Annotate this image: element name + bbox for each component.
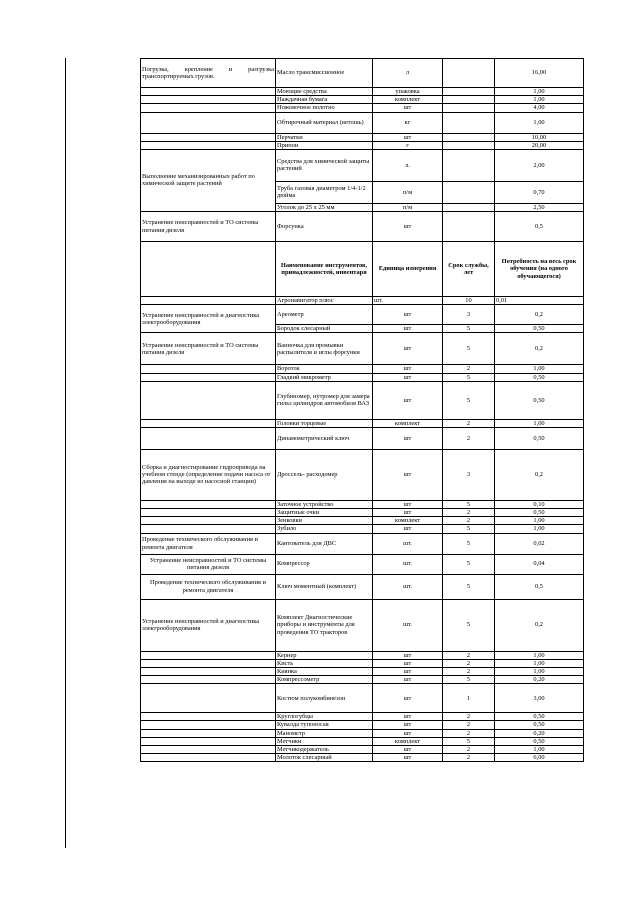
item-name-cell: Зубило bbox=[276, 525, 373, 533]
activity-cell: Сборка и диагностирование гидропривода на учебном стенде (определение подачи насоса от давления на выходе из насосной станции) bbox=[141, 449, 276, 500]
requirement-cell: 0,01 bbox=[495, 297, 584, 305]
unit-cell: шт bbox=[373, 381, 443, 419]
requirement-cell: 0,5 bbox=[495, 212, 584, 242]
requirement-cell: 0,2 bbox=[495, 305, 584, 325]
requirement-cell: 0,50 bbox=[495, 721, 584, 729]
activity-cell bbox=[141, 659, 276, 667]
table-row bbox=[141, 88, 584, 96]
item-name-cell: Молоток слесарный bbox=[276, 754, 373, 762]
unit-cell: шт. bbox=[373, 297, 443, 305]
service-life-cell bbox=[443, 203, 495, 211]
header-srok: Срок службы, лет bbox=[443, 242, 495, 297]
unit-cell: шт bbox=[373, 104, 443, 112]
table-row bbox=[141, 381, 584, 419]
item-name-cell: Наждачная бумага bbox=[276, 96, 373, 104]
table-row bbox=[141, 96, 584, 104]
table-row bbox=[141, 676, 584, 684]
unit-cell: л. bbox=[373, 149, 443, 181]
activity-cell bbox=[141, 297, 276, 305]
activity-cell: Выполнение механизированных работ по химической защите растений bbox=[141, 149, 276, 211]
item-name-cell: Ванночка для промывки распылителя и иглы форсунки bbox=[276, 333, 373, 365]
table-row bbox=[141, 509, 584, 517]
service-life-cell: 1 bbox=[443, 684, 495, 713]
unit-cell: шт bbox=[373, 449, 443, 500]
service-life-cell: 5 bbox=[443, 525, 495, 533]
service-life-cell: 2 bbox=[443, 517, 495, 525]
table-row bbox=[141, 729, 584, 737]
requirement-cell: 6,00 bbox=[495, 754, 584, 762]
table-row bbox=[141, 419, 584, 427]
service-life-cell: 2 bbox=[443, 365, 495, 373]
unit-cell: упаковка bbox=[373, 88, 443, 96]
header-unit: Единица измерения bbox=[373, 242, 443, 297]
activity-cell: Устранение неисправностей и ТО системы питания дизеля bbox=[141, 333, 276, 365]
item-name-cell: Труба газовая диаметром 1/4-1/2 дюйма bbox=[276, 181, 373, 203]
item-name-cell: Костюм полукомбинезон bbox=[276, 684, 373, 713]
table-row bbox=[141, 667, 584, 675]
activity-cell bbox=[141, 509, 276, 517]
unit-cell: шт bbox=[373, 305, 443, 325]
requirement-cell: 4,00 bbox=[495, 104, 584, 112]
item-name-cell: Ключ моментный (комплект) bbox=[276, 574, 373, 599]
unit-cell: комплект bbox=[373, 517, 443, 525]
activity-cell: Проведение технического обслуживания и ремонта двигателя bbox=[141, 533, 276, 554]
item-name-cell: Кантователь для ДВС bbox=[276, 533, 373, 554]
table-row bbox=[141, 242, 584, 297]
page-margin-line bbox=[65, 58, 66, 848]
item-name-cell: Масло трансмиссионное bbox=[276, 59, 373, 88]
activity-cell bbox=[141, 373, 276, 381]
service-life-cell: 2 bbox=[443, 659, 495, 667]
requirement-cell: 20,00 bbox=[495, 141, 584, 149]
unit-cell: л bbox=[373, 59, 443, 88]
requirement-cell: 1,00 bbox=[495, 667, 584, 675]
requirement-cell: 0,20 bbox=[495, 676, 584, 684]
table-row bbox=[141, 651, 584, 659]
requirement-cell: 1,00 bbox=[495, 96, 584, 104]
activity-cell bbox=[141, 104, 276, 112]
service-life-cell bbox=[443, 181, 495, 203]
item-name-cell: Перчатки bbox=[276, 133, 373, 141]
item-name-cell: Круглогубцы bbox=[276, 713, 373, 721]
requirement-cell: 0,50 bbox=[495, 373, 584, 381]
requirement-cell: 1,00 bbox=[495, 88, 584, 96]
activity-cell: Погрузка, крепление и разгрузка транспортируемых грузов. bbox=[141, 59, 276, 88]
requirement-cell: 2,00 bbox=[495, 149, 584, 181]
service-life-cell: 2 bbox=[443, 745, 495, 753]
item-name-cell: Уголок до 25 х 25 мм bbox=[276, 203, 373, 211]
table-row bbox=[141, 713, 584, 721]
activity-cell bbox=[141, 141, 276, 149]
requirement-cell: 0,50 bbox=[495, 325, 584, 333]
table-row bbox=[141, 373, 584, 381]
item-name-cell: Динамометрический ключ bbox=[276, 427, 373, 449]
activity-cell bbox=[141, 88, 276, 96]
unit-cell: шт bbox=[373, 667, 443, 675]
item-name-cell: Глубиномер, нутромер для замера гильз цилиндров автомобиля ВАЗ bbox=[276, 381, 373, 419]
requirement-cell: 1,00 bbox=[495, 365, 584, 373]
unit-cell: шт bbox=[373, 509, 443, 517]
unit-cell: шт bbox=[373, 713, 443, 721]
unit-cell: шт bbox=[373, 729, 443, 737]
service-life-cell bbox=[443, 133, 495, 141]
requirement-cell: 0,04 bbox=[495, 554, 584, 574]
header-name: Наименование инструментов, принадлежностей, инвентаря bbox=[276, 242, 373, 297]
activity-cell bbox=[141, 713, 276, 721]
activity-cell bbox=[141, 721, 276, 729]
table-row bbox=[141, 574, 584, 599]
requirement-cell: 0,20 bbox=[495, 729, 584, 737]
activity-cell bbox=[141, 133, 276, 141]
activity-cell bbox=[141, 667, 276, 675]
service-life-cell bbox=[443, 59, 495, 88]
unit-cell: шт. bbox=[373, 554, 443, 574]
unit-cell: шт bbox=[373, 500, 443, 508]
item-name-cell: Обтирочный материал (ветошь) bbox=[276, 112, 373, 133]
service-life-cell: 2 bbox=[443, 721, 495, 729]
unit-cell: п/м bbox=[373, 203, 443, 211]
service-life-cell: 5 bbox=[443, 737, 495, 745]
table-row bbox=[141, 365, 584, 373]
activity-cell bbox=[141, 737, 276, 745]
activity-cell bbox=[141, 427, 276, 449]
item-name-cell: Манометр bbox=[276, 729, 373, 737]
activity-cell bbox=[141, 729, 276, 737]
table-row bbox=[141, 659, 584, 667]
service-life-cell: 5 bbox=[443, 554, 495, 574]
activity-cell bbox=[141, 684, 276, 713]
activity-cell bbox=[141, 517, 276, 525]
service-life-cell bbox=[443, 149, 495, 181]
table-row bbox=[141, 533, 584, 554]
item-name-cell: Ножовочное полотно bbox=[276, 104, 373, 112]
item-name-cell: Комплект Диагностические приборы и инструменты для проведения ТО тракторов bbox=[276, 599, 373, 651]
activity-cell bbox=[141, 525, 276, 533]
item-name-cell: Метчики bbox=[276, 737, 373, 745]
table-row bbox=[141, 517, 584, 525]
unit-cell: шт. bbox=[373, 533, 443, 554]
unit-cell: шт bbox=[373, 525, 443, 533]
requirement-cell: 1,00 bbox=[495, 419, 584, 427]
service-life-cell: 5 bbox=[443, 333, 495, 365]
requirement-cell: 1,00 bbox=[495, 745, 584, 753]
item-name-cell: Зенковки bbox=[276, 517, 373, 525]
header-need: Потребность на весь срок обучения (на одного обучающегося) bbox=[495, 242, 584, 297]
table-row bbox=[141, 112, 584, 133]
requirement-cell: 0,2 bbox=[495, 333, 584, 365]
table-row bbox=[141, 554, 584, 574]
item-name-cell: Бородок слесарный bbox=[276, 325, 373, 333]
table-row bbox=[141, 745, 584, 753]
unit-cell: шт. bbox=[373, 599, 443, 651]
item-name-cell: Кувалда тупоносая bbox=[276, 721, 373, 729]
unit-cell: шт bbox=[373, 325, 443, 333]
requirement-cell: 1,00 bbox=[495, 659, 584, 667]
item-name-cell: Гладкий микрометр bbox=[276, 373, 373, 381]
item-name-cell: Форсунка bbox=[276, 212, 373, 242]
item-name-cell: Припои bbox=[276, 141, 373, 149]
unit-cell: комплект bbox=[373, 96, 443, 104]
unit-cell: кг bbox=[373, 112, 443, 133]
service-life-cell bbox=[443, 212, 495, 242]
unit-cell: шт bbox=[373, 684, 443, 713]
service-life-cell: 5 bbox=[443, 533, 495, 554]
table-row bbox=[141, 305, 584, 325]
requirement-cell: 0,02 bbox=[495, 533, 584, 554]
table-row bbox=[141, 754, 584, 762]
item-name-cell: Метчикодержатель bbox=[276, 745, 373, 753]
requirement-cell: 0,50 bbox=[495, 509, 584, 517]
requirement-cell: 16,00 bbox=[495, 59, 584, 88]
service-life-cell: 2 bbox=[443, 754, 495, 762]
service-life-cell: 2 bbox=[443, 509, 495, 517]
requirement-cell: 0,10 bbox=[495, 500, 584, 508]
item-name-cell: Заточное устройство bbox=[276, 500, 373, 508]
unit-cell: комплект bbox=[373, 419, 443, 427]
activity-cell bbox=[141, 500, 276, 508]
requirement-cell: 1,00 bbox=[495, 525, 584, 533]
table-row bbox=[141, 500, 584, 508]
service-life-cell: 2 bbox=[443, 651, 495, 659]
table-row bbox=[141, 149, 584, 181]
item-name-cell: Дроссель- расходомер bbox=[276, 449, 373, 500]
service-life-cell: 5 bbox=[443, 325, 495, 333]
item-name-cell: Кисть bbox=[276, 659, 373, 667]
requirement-cell: 1,00 bbox=[495, 112, 584, 133]
unit-cell: шт bbox=[373, 373, 443, 381]
requirement-cell: 1,00 bbox=[495, 517, 584, 525]
table-row bbox=[141, 525, 584, 533]
service-life-cell: 5 bbox=[443, 500, 495, 508]
requirement-cell: 0,50 bbox=[495, 381, 584, 419]
requirement-cell: 1,00 bbox=[495, 651, 584, 659]
unit-cell: шт bbox=[373, 212, 443, 242]
unit-cell: г bbox=[373, 141, 443, 149]
requirement-cell: 3,00 bbox=[495, 684, 584, 713]
unit-cell: шт bbox=[373, 745, 443, 753]
activity-cell bbox=[141, 96, 276, 104]
table-row bbox=[141, 449, 584, 500]
service-life-cell: 5 bbox=[443, 676, 495, 684]
service-life-cell: 2 bbox=[443, 713, 495, 721]
service-life-cell bbox=[443, 112, 495, 133]
item-name-cell: Вороток bbox=[276, 365, 373, 373]
table-row bbox=[141, 212, 584, 242]
activity-cell: Устранение неисправностей и диагностика электрооборудования bbox=[141, 305, 276, 333]
unit-cell: шт bbox=[373, 721, 443, 729]
requirement-cell: 0,5 bbox=[495, 574, 584, 599]
table-row bbox=[141, 333, 584, 365]
activity-cell bbox=[141, 676, 276, 684]
service-life-cell: 2 bbox=[443, 427, 495, 449]
service-life-cell bbox=[443, 104, 495, 112]
activity-cell bbox=[141, 365, 276, 373]
activity-cell bbox=[141, 419, 276, 427]
unit-cell: шт. bbox=[373, 574, 443, 599]
table-row bbox=[141, 59, 584, 88]
service-life-cell: 10 bbox=[443, 297, 495, 305]
table-row bbox=[141, 133, 584, 141]
requirement-cell: 0,50 bbox=[495, 713, 584, 721]
item-name-cell: Моющие средства bbox=[276, 88, 373, 96]
table-row bbox=[141, 141, 584, 149]
activity-cell bbox=[141, 242, 276, 297]
item-name-cell: Агронавигатор плюс bbox=[276, 297, 373, 305]
table-row bbox=[141, 297, 584, 305]
activity-cell bbox=[141, 381, 276, 419]
requirement-cell: 0,50 bbox=[495, 737, 584, 745]
service-life-cell bbox=[443, 141, 495, 149]
unit-cell: шт bbox=[373, 676, 443, 684]
unit-cell: п/м bbox=[373, 181, 443, 203]
item-name-cell: Кернер bbox=[276, 651, 373, 659]
service-life-cell: 5 bbox=[443, 373, 495, 381]
service-life-cell: 2 bbox=[443, 729, 495, 737]
equipment-table bbox=[140, 58, 584, 762]
item-name-cell: Ареометр bbox=[276, 305, 373, 325]
table-row bbox=[141, 721, 584, 729]
activity-cell: Устранение неисправностей и диагностика электрооборудования bbox=[141, 599, 276, 651]
unit-cell: шт bbox=[373, 659, 443, 667]
item-name-cell: Компрессор bbox=[276, 554, 373, 574]
requirement-cell: 2,50 bbox=[495, 203, 584, 211]
requirement-cell: 0,2 bbox=[495, 599, 584, 651]
service-life-cell bbox=[443, 96, 495, 104]
service-life-cell: 5 bbox=[443, 574, 495, 599]
item-name-cell: Средства для химической защиты растений bbox=[276, 149, 373, 181]
service-life-cell: 2 bbox=[443, 667, 495, 675]
table-row bbox=[141, 684, 584, 713]
table-row bbox=[141, 599, 584, 651]
unit-cell: комплект bbox=[373, 737, 443, 745]
unit-cell: шт bbox=[373, 133, 443, 141]
requirement-cell: 0,50 bbox=[495, 427, 584, 449]
activity-cell bbox=[141, 112, 276, 133]
unit-cell: шт bbox=[373, 651, 443, 659]
table-row bbox=[141, 427, 584, 449]
activity-cell: Устранение неисправностей и ТО системы питания дизеля bbox=[141, 212, 276, 242]
unit-cell: шт bbox=[373, 754, 443, 762]
activity-cell bbox=[141, 754, 276, 762]
unit-cell: шт bbox=[373, 427, 443, 449]
service-life-cell: 3 bbox=[443, 449, 495, 500]
requirement-cell: 0,70 bbox=[495, 181, 584, 203]
item-name-cell: Головки торцевые bbox=[276, 419, 373, 427]
service-life-cell: 3 bbox=[443, 305, 495, 325]
table-row bbox=[141, 737, 584, 745]
requirement-cell: 10,00 bbox=[495, 133, 584, 141]
unit-cell: шт bbox=[373, 365, 443, 373]
activity-cell: Проведение технического обслуживания и ремонта двигателя bbox=[141, 574, 276, 599]
service-life-cell: 2 bbox=[443, 419, 495, 427]
service-life-cell: 5 bbox=[443, 381, 495, 419]
activity-cell: Устранение неисправностей и ТО системы питания дизеля bbox=[141, 554, 276, 574]
item-name-cell: Защитные очки bbox=[276, 509, 373, 517]
unit-cell: шт bbox=[373, 333, 443, 365]
service-life-cell bbox=[443, 88, 495, 96]
service-life-cell: 5 bbox=[443, 599, 495, 651]
table-row bbox=[141, 104, 584, 112]
activity-cell bbox=[141, 651, 276, 659]
item-name-cell: Компрессометр bbox=[276, 676, 373, 684]
item-name-cell: Киянка bbox=[276, 667, 373, 675]
activity-cell bbox=[141, 745, 276, 753]
requirement-cell: 0,2 bbox=[495, 449, 584, 500]
